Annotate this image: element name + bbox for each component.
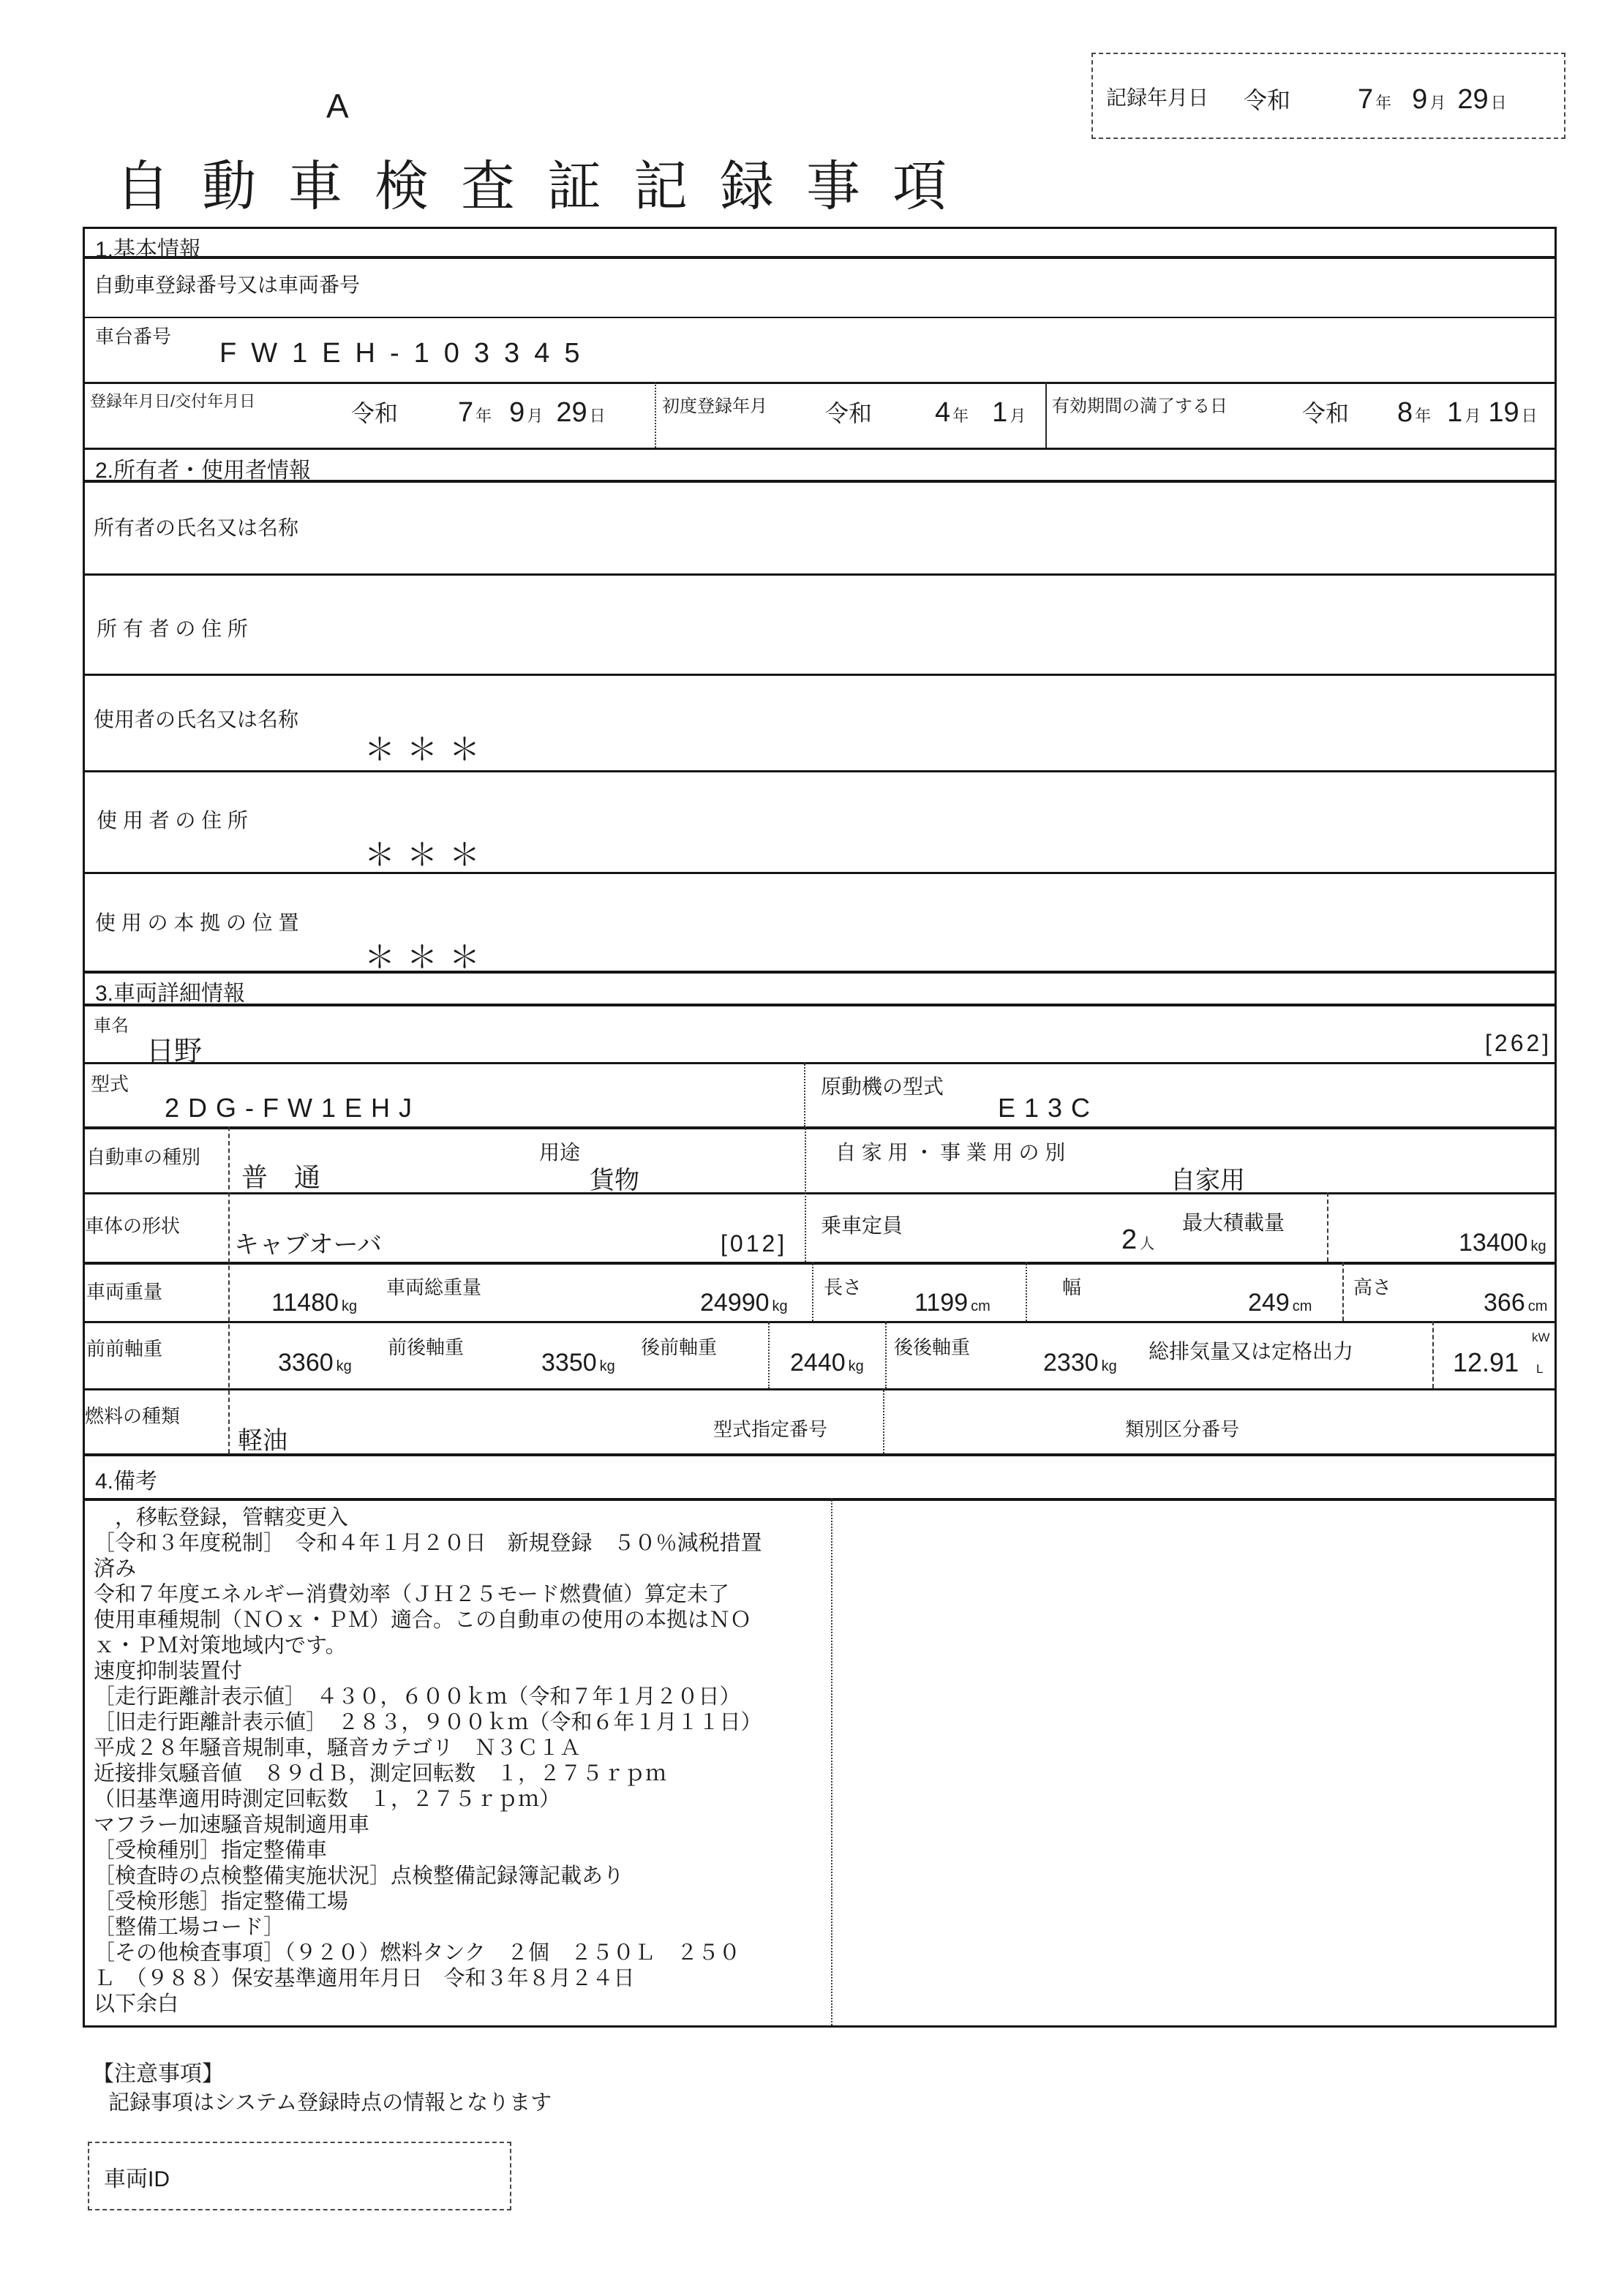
registration-date-label: 登録年月日/交付年月日 bbox=[90, 392, 256, 410]
displacement-value: 12.91 bbox=[1453, 1347, 1519, 1377]
displacement-unit-l: L bbox=[1536, 1362, 1544, 1376]
first-registration-year-unit: 年 bbox=[952, 407, 969, 425]
border-line bbox=[83, 872, 1557, 874]
registration-date-day-unit: 日 bbox=[589, 407, 606, 425]
expiry-date-day: 19 bbox=[1488, 397, 1519, 428]
axle-rear-front-label: 後前軸重 bbox=[641, 1336, 718, 1358]
axle-rear-rear-unit: kg bbox=[1101, 1358, 1117, 1374]
remark-line: ｘ・ＰＭ対策地域内です。 bbox=[94, 1634, 347, 1657]
length-number: 1199 bbox=[914, 1289, 969, 1317]
use-value: 貨物 bbox=[590, 1167, 639, 1194]
section3-header: 3.車両詳細情報 bbox=[95, 982, 246, 1006]
vehicle-weight-label: 車両重量 bbox=[86, 1281, 163, 1303]
border-line bbox=[655, 382, 656, 448]
body-shape-code: [012] bbox=[721, 1230, 788, 1257]
remark-line: 速度抑制装置付 bbox=[94, 1660, 243, 1683]
width-label: 幅 bbox=[1062, 1276, 1082, 1298]
registration-date-era: 令和 bbox=[351, 400, 399, 426]
border-line bbox=[83, 971, 1557, 974]
use-label: 用途 bbox=[539, 1141, 581, 1164]
section2-header: 2.所有者・使用者情報 bbox=[95, 459, 312, 483]
remark-line: ［旧走行距離計表示値］ ２８３，９００ｋｍ（令和６年１月１１日） bbox=[94, 1711, 762, 1734]
fuel-type-value: 軽油 bbox=[238, 1427, 287, 1455]
axle-rear-front-unit: kg bbox=[848, 1358, 864, 1374]
capacity-number: 2 bbox=[1121, 1224, 1138, 1255]
remark-line: 済み bbox=[94, 1557, 137, 1581]
border-line bbox=[805, 1126, 806, 1262]
ownership-type-label: 自 家 用 ・ 事 業 用 の 別 bbox=[835, 1141, 1066, 1164]
length-label: 長さ bbox=[824, 1276, 862, 1298]
model-label: 型式 bbox=[91, 1073, 129, 1095]
remark-line: 以下余白 bbox=[94, 1992, 179, 2016]
border-line bbox=[812, 1262, 813, 1321]
max-load-number: 13400 bbox=[1459, 1229, 1528, 1257]
border-line bbox=[1327, 1192, 1328, 1262]
border-line bbox=[885, 1321, 887, 1388]
border-line bbox=[83, 382, 1557, 384]
border-line bbox=[83, 1262, 1557, 1265]
gross-weight-unit: kg bbox=[772, 1298, 788, 1314]
record-date-month-unit: 月 bbox=[1429, 94, 1446, 112]
chassis-number-value: FW1EH-103345 bbox=[219, 338, 595, 369]
border-line bbox=[1342, 1262, 1344, 1321]
axle-front-rear-unit: kg bbox=[599, 1358, 615, 1374]
axle-rear-rear-number: 2330 bbox=[1043, 1349, 1099, 1377]
border-line bbox=[228, 1126, 230, 1453]
record-date-value bbox=[1244, 82, 1507, 116]
vehicle-weight-number: 11480 bbox=[271, 1289, 339, 1317]
capacity-unit: 人 bbox=[1140, 1236, 1155, 1252]
width-number: 249 bbox=[1248, 1289, 1290, 1317]
expiry-date-value bbox=[1302, 395, 1538, 429]
remark-line: ［その他検査事項］（９２０）燃料タンク ２個 ２５０Ｌ ２５０ bbox=[94, 1941, 740, 1965]
fuel-type-label: 燃料の種類 bbox=[85, 1405, 181, 1427]
page-corner-mark: A bbox=[326, 87, 349, 125]
registration-date-value bbox=[351, 395, 606, 429]
car-name-code: [262] bbox=[1485, 1030, 1552, 1056]
remark-line: 使用車種規制（ＮＯｘ・ＰＭ）適合。この自動車の使用の本拠はＮＯ bbox=[94, 1608, 752, 1632]
border-line bbox=[831, 1498, 832, 2025]
displacement-unit-kw: kW bbox=[1532, 1330, 1550, 1344]
record-date-year: 7 bbox=[1358, 84, 1374, 115]
expiry-date-label: 有効期間の満了する日 bbox=[1052, 396, 1228, 416]
length-value bbox=[914, 1289, 990, 1317]
body-shape-value: キャブオーバ bbox=[234, 1231, 382, 1259]
capacity-value bbox=[1121, 1224, 1154, 1256]
capacity-label: 乗車定員 bbox=[821, 1214, 903, 1237]
expiry-date-day-unit: 日 bbox=[1521, 407, 1538, 425]
border-line bbox=[83, 573, 1557, 576]
page-title: 自動車検査証記録事項 bbox=[116, 156, 979, 217]
user-name-value: ＊＊＊ bbox=[364, 732, 492, 767]
border-line bbox=[804, 1062, 805, 1126]
remark-line: （旧基準適用時測定回転数 １，２７５ｒｐｍ） bbox=[94, 1788, 561, 1811]
axle-front-front-number: 3360 bbox=[278, 1349, 334, 1377]
user-address-label: 使 用 者 の 住 所 bbox=[97, 809, 248, 832]
vehicle-category-label: 自動車の種別 bbox=[86, 1146, 201, 1168]
notes-heading: 【注意事項】 bbox=[92, 2062, 224, 2086]
vehicle-weight-unit: kg bbox=[342, 1298, 358, 1314]
vehicle-id-label: 車両ID bbox=[104, 2167, 170, 2191]
border-line bbox=[883, 1388, 884, 1453]
axle-front-rear-number: 3350 bbox=[541, 1349, 597, 1377]
remark-line: ［受検形態］指定整備工場 bbox=[94, 1890, 349, 1913]
expiry-date-month: 1 bbox=[1447, 397, 1463, 428]
remark-line: ，移転登録，管轄変更入 bbox=[94, 1506, 349, 1529]
user-name-label: 使用者の氏名又は名称 bbox=[94, 708, 299, 731]
chassis-number-label: 車台番号 bbox=[95, 325, 172, 347]
border-line bbox=[83, 2025, 1557, 2028]
record-date-month: 9 bbox=[1412, 84, 1428, 115]
remark-line: 近接排気騒音値 ８９ｄＢ，測定回転数 １，２７５ｒｐｍ bbox=[94, 1762, 667, 1785]
registration-date-month-unit: 月 bbox=[527, 407, 544, 425]
car-name-label: 車名 bbox=[94, 1016, 129, 1036]
vehicle-weight-value bbox=[271, 1289, 357, 1317]
class-number-label: 類別区分番号 bbox=[1125, 1418, 1240, 1440]
first-registration-era: 令和 bbox=[825, 400, 873, 426]
border-line bbox=[83, 227, 1557, 229]
border-line bbox=[768, 1321, 770, 1388]
length-unit: cm bbox=[971, 1298, 990, 1314]
border-line bbox=[83, 1388, 1557, 1390]
record-date-year-unit: 年 bbox=[1375, 94, 1392, 112]
axle-rear-rear-value bbox=[1043, 1349, 1117, 1377]
base-location-value: ＊＊＊ bbox=[364, 940, 492, 974]
max-load-unit: kg bbox=[1530, 1238, 1546, 1254]
border-line bbox=[83, 448, 1557, 450]
remark-line: 令和７年度エネルギー消費効率（ＪＨ２５モード燃費値）算定未了 bbox=[94, 1583, 729, 1606]
expiry-date-year-unit: 年 bbox=[1415, 407, 1432, 425]
remark-line: ［令和３年度税制］ 令和４年１月２０日 新規登録 ５０％減税措置 bbox=[94, 1532, 762, 1555]
remark-line: ［受検種別］指定整備車 bbox=[94, 1839, 328, 1862]
border-line bbox=[83, 1453, 1557, 1456]
axle-front-front-value bbox=[278, 1349, 352, 1377]
remarks-block bbox=[94, 1505, 825, 2017]
remark-line: ［整備工場コード］ bbox=[94, 1916, 285, 1939]
border-line bbox=[83, 770, 1557, 772]
car-name-value: 日野 bbox=[146, 1036, 203, 1067]
axle-front-front-unit: kg bbox=[336, 1358, 352, 1374]
axle-front-rear-label: 前後軸重 bbox=[388, 1336, 465, 1358]
reg-number-label: 自動車登録番号又は車両番号 bbox=[94, 274, 361, 296]
notes-text: 記録事項はシステム登録時点の情報となります bbox=[108, 2091, 552, 2115]
border-line bbox=[1432, 1321, 1434, 1388]
max-load-label: 最大積載量 bbox=[1182, 1211, 1285, 1234]
height-number: 366 bbox=[1484, 1289, 1525, 1317]
border-line bbox=[1026, 1262, 1027, 1321]
border-line bbox=[83, 256, 1557, 259]
record-date-era: 令和 bbox=[1244, 87, 1291, 113]
border-line bbox=[83, 317, 1557, 318]
remark-line: ［検査時の点検整備実施状況］点検整備記録簿記載あり bbox=[94, 1864, 625, 1888]
record-date-label: 記録年月日 bbox=[1106, 86, 1209, 109]
engine-model-value: E13C bbox=[998, 1093, 1099, 1123]
height-value bbox=[1484, 1289, 1547, 1317]
section1-header: 1.基本情報 bbox=[95, 238, 202, 262]
axle-front-front-label: 前前軸重 bbox=[86, 1338, 163, 1360]
gross-weight-label: 車両総重量 bbox=[386, 1276, 482, 1298]
width-value bbox=[1248, 1289, 1312, 1317]
owner-name-label: 所有者の氏名又は名称 bbox=[94, 516, 299, 539]
border-line bbox=[83, 1321, 1557, 1323]
axle-rear-rear-label: 後後軸重 bbox=[894, 1336, 971, 1358]
user-address-value: ＊＊＊ bbox=[364, 838, 492, 872]
first-registration-value bbox=[825, 395, 1026, 429]
first-registration-year: 4 bbox=[935, 397, 951, 428]
border-line bbox=[83, 1004, 1557, 1006]
border-line bbox=[1045, 382, 1047, 448]
height-label: 高さ bbox=[1353, 1276, 1392, 1298]
registration-date-year: 7 bbox=[458, 397, 474, 428]
width-unit: cm bbox=[1292, 1298, 1312, 1314]
section4-header: 4.備考 bbox=[95, 1469, 158, 1494]
gross-weight-value bbox=[700, 1289, 788, 1317]
first-registration-label: 初度登録年月 bbox=[662, 396, 767, 416]
first-registration-month-unit: 月 bbox=[1010, 407, 1026, 425]
body-shape-label: 車体の形状 bbox=[85, 1215, 181, 1237]
ownership-type-value: 自家用 bbox=[1170, 1167, 1245, 1194]
remark-line: Ｌ （９８８）保安基準適用年月日 令和３年８月２４日 bbox=[94, 1967, 635, 1990]
vehicle-category-value: 普 通 bbox=[241, 1162, 321, 1192]
engine-model-label: 原動機の型式 bbox=[821, 1075, 944, 1098]
border-line bbox=[83, 1498, 1557, 1501]
remark-line: 平成２８年騒音規制車，騒音カテゴリ Ｎ３Ｃ１Ａ bbox=[94, 1736, 581, 1760]
registration-date-year-unit: 年 bbox=[475, 407, 492, 425]
record-date-day-unit: 日 bbox=[1490, 94, 1507, 112]
gross-weight-number: 24990 bbox=[700, 1289, 770, 1317]
remark-line: マフラー加速騒音規制適用車 bbox=[94, 1813, 370, 1837]
type-approval-number-label: 型式指定番号 bbox=[713, 1418, 828, 1440]
registration-date-month: 9 bbox=[509, 397, 525, 428]
axle-rear-front-number: 2440 bbox=[790, 1349, 846, 1377]
displacement-label: 総排気量又は定格出力 bbox=[1149, 1340, 1354, 1363]
max-load-value bbox=[1459, 1229, 1546, 1257]
first-registration-month: 1 bbox=[992, 397, 1008, 428]
border-line bbox=[83, 1126, 1557, 1129]
axle-front-rear-value bbox=[541, 1349, 615, 1377]
base-location-label: 使 用 の 本 拠 の 位 置 bbox=[95, 911, 299, 934]
owner-address-label: 所 有 者 の 住 所 bbox=[97, 617, 248, 640]
axle-rear-front-value bbox=[790, 1349, 864, 1377]
model-value: 2DG-FW1EHJ bbox=[165, 1093, 421, 1123]
expiry-date-month-unit: 月 bbox=[1465, 407, 1481, 425]
border-line bbox=[83, 1062, 1557, 1064]
record-date-day: 29 bbox=[1457, 84, 1489, 115]
registration-date-day: 29 bbox=[556, 397, 587, 428]
remark-line: ［走行距離計表示値］ ４３０，６００ｋｍ（令和７年１月２０日） bbox=[94, 1685, 741, 1709]
expiry-date-era: 令和 bbox=[1302, 400, 1350, 426]
height-unit: cm bbox=[1527, 1298, 1548, 1314]
border-line bbox=[83, 674, 1557, 676]
expiry-date-year: 8 bbox=[1397, 397, 1413, 428]
displacement-units bbox=[1532, 1331, 1550, 1375]
